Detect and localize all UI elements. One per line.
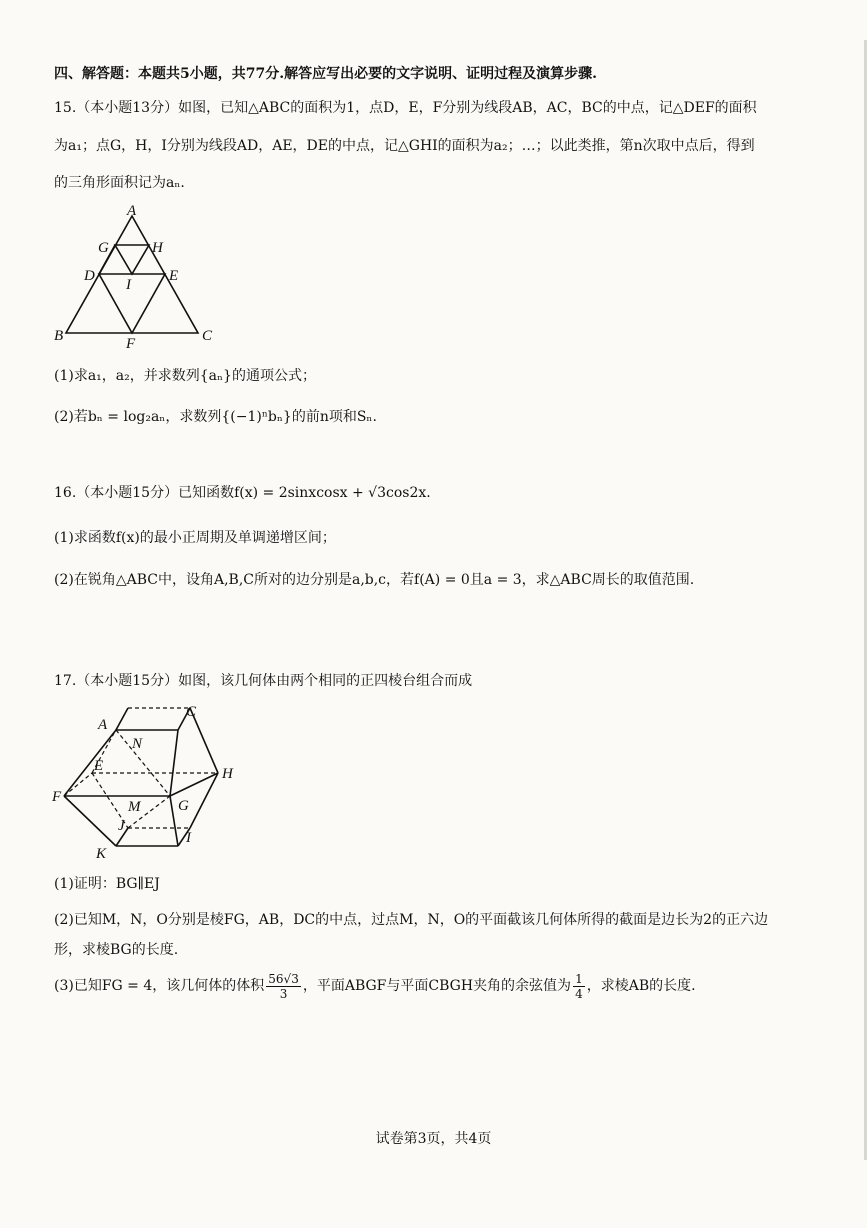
label-K: K xyxy=(96,846,107,862)
section-header: 四、解答题：本题共5小题，共77分.解答应写出必要的文字说明、证明过程及演算步骤. xyxy=(54,66,597,82)
cosine-fraction xyxy=(573,972,585,1001)
label-G: G xyxy=(98,240,109,256)
q15-line2: 为a₁；点G，H，I分别为线段AD，AE，DE的中点，记△GHI的面积为a₂；…；以此类推，第n次取中点后，得到 xyxy=(54,138,755,154)
volume-numerator: 56√3 xyxy=(268,971,299,986)
q17-part3-pre: (3)已知FG = 4，该几何体的体积 xyxy=(54,978,265,994)
label-I: I xyxy=(126,277,131,293)
q16-part2: (2)在锐角△ABC中，设角A,B,C所对的边分别是a,b,c，若f(A) = 0且a = 3，求△ABC周长的取值范围. xyxy=(54,572,695,588)
cosine-denominator: 4 xyxy=(575,986,583,1001)
label-F: F xyxy=(52,789,62,805)
q16-stem: 16.（本小题15分）已知函数f(x) = 2sinxcosx + √3cos2x. xyxy=(54,485,431,501)
label-H: H xyxy=(222,766,233,782)
q17-part3-mid: ，平面ABGF与平面CBGH夹角的余弦值为 xyxy=(302,978,572,994)
q15-line3: 的三角形面积记为aₙ. xyxy=(54,175,185,191)
label-B: B xyxy=(54,328,64,344)
label-E: E xyxy=(94,758,104,774)
label-N: N xyxy=(132,736,143,752)
label-G: G xyxy=(178,798,189,814)
q17-part2-line2: 形，求棱BG的长度. xyxy=(54,942,179,958)
q17-part3-post: ，求棱AB的长度. xyxy=(586,978,696,994)
label-C: C xyxy=(186,704,197,720)
q15-part2: (2)若bₙ = log₂aₙ，求数列{(−1)ⁿbₙ}的前n项和Sₙ. xyxy=(54,409,377,425)
q17-part3 xyxy=(54,968,696,1004)
q15-triangle-figure xyxy=(50,198,230,350)
q15-line1: 15.（本小题13分）如图，已知△ABC的面积为1，点D，E，F分别为线段AB，AC，BC的中点，记△DEF的面积 xyxy=(54,100,757,116)
label-A: A xyxy=(98,717,108,733)
label-E: E xyxy=(169,268,179,284)
q17-part2-line1: (2)已知M，N，O分别是棱FG，AB，DC的中点，过点M，N，O的平面截该几何体所得的截面是边长为2的正六边 xyxy=(54,912,769,928)
label-H: H xyxy=(152,240,163,256)
q17-solid-figure xyxy=(50,698,250,868)
q16-part1: (1)求函数f(x)的最小正周期及单调递增区间； xyxy=(54,530,336,546)
q17-part1: (1)证明：BG∥EJ xyxy=(54,876,160,892)
label-I: I xyxy=(186,830,191,846)
label-J: J xyxy=(118,818,125,834)
label-D: D xyxy=(84,268,95,284)
volume-fraction xyxy=(266,972,301,1001)
label-A: A xyxy=(127,203,137,219)
label-M: M xyxy=(128,799,141,815)
page-footer: 试卷第3页，共4页 xyxy=(375,1131,492,1147)
q15-part1: (1)求a₁，a₂，并求数列{aₙ}的通项公式； xyxy=(54,368,316,384)
volume-denominator: 3 xyxy=(279,986,288,1001)
label-F: F xyxy=(126,336,136,350)
label-C: C xyxy=(202,328,213,344)
q17-stem: 17.（本小题15分）如图，该几何体由两个相同的正四棱台组合而成 xyxy=(54,673,473,689)
cosine-numerator: 1 xyxy=(575,971,583,986)
